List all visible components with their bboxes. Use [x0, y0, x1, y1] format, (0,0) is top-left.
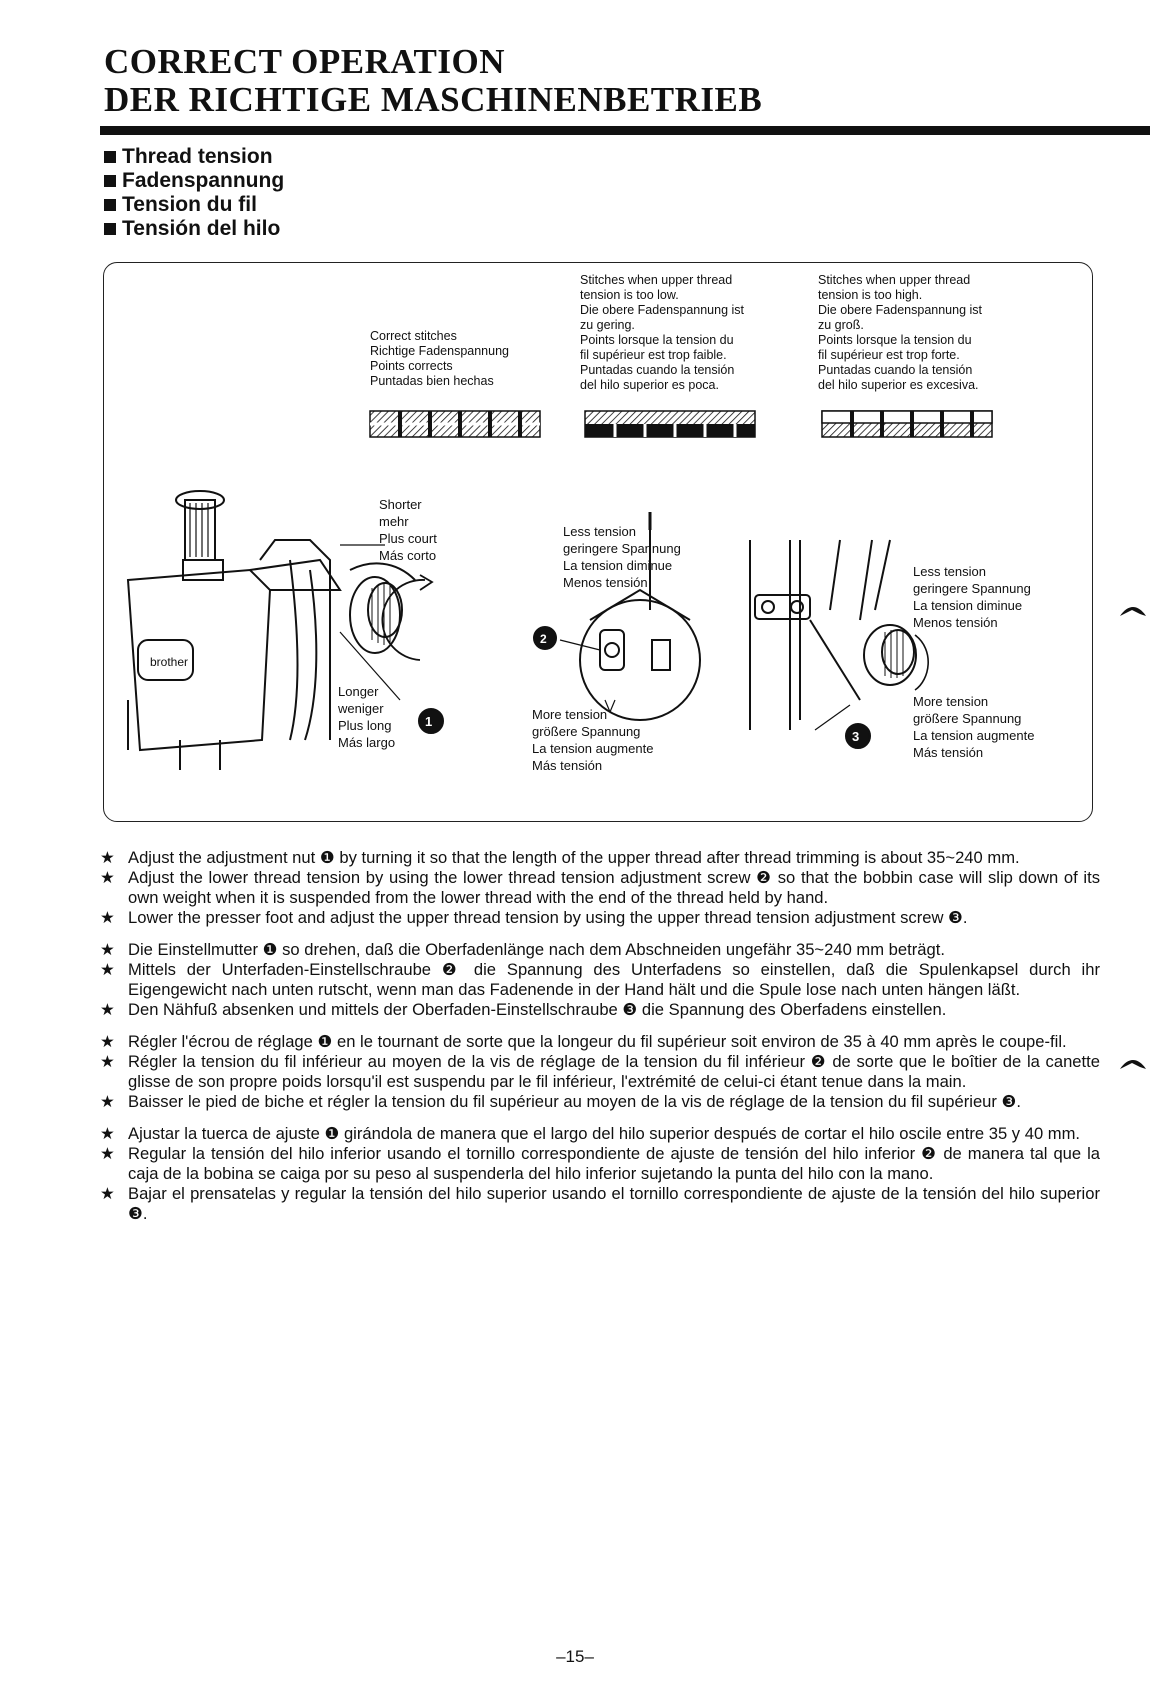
heading-fr: Tension du fil: [104, 193, 284, 217]
list-item: ★ Ajustar la tuerca de ajuste ❶ girándola de manera que el largo del hilo superior después de cortar el hilo oscile entre 35 y 40 mm.: [100, 1124, 1081, 1143]
bobbin-less-tension-label: Less tension geringere Spannung La tension diminue Menos tensión: [563, 524, 681, 590]
list-item: ★ Mittels der Unterfaden-Einstellschraube ❷ die Spannung des Unterfadens so einstellen, daß die Spulenkapsel durch ihr Eigengewicht nach unten rutscht, wenn man das Fadenende in der Hand hält und die Spule lose nach unten hängen läßt.: [100, 960, 1100, 999]
instructions-es: [100, 1124, 1100, 1224]
list-item: ★ Baisser le pied de biche et régler la tension du fil supérieur au moyen de la vis de réglage de la tension du fil supérieur ❸.: [100, 1092, 1022, 1111]
list-item: ★ Den Nähfuß absenken und mittels der Oberfaden-Einstellschraube ❸ die Spannung des Oberfadens einstellen.: [100, 1000, 947, 1019]
shorter-label: Shorter mehr Plus court Más corto: [379, 497, 437, 563]
low-tension-stitch-sample: [585, 411, 755, 437]
correct-stitches-caption: Correct stitches Richtige Fadenspannung Points corrects Puntadas bien hechas: [370, 329, 509, 388]
correct-stitch-sample: [370, 411, 540, 437]
list-item: ★ Die Einstellmutter ❶ so drehen, daß die Oberfadenlänge nach dem Abschneiden ungefähr 35~240 mm beträgt.: [100, 940, 945, 959]
heading-en: Thread tension: [104, 145, 284, 169]
instructions-de: [100, 940, 1100, 1020]
callout-2-icon: 2: [540, 632, 547, 646]
longer-label: Longer weniger Plus long Más largo: [338, 684, 396, 750]
callout-1-icon: 1: [425, 714, 433, 729]
list-item: ★ Regular la tensión del hilo inferior usando el tornillo correspondiente de ajuste de tensión del hilo inferior ❷ de manera tal que la caja de la bobina se caiga por su peso al suspenderla del hilo inferior sujetando la punta del hilo con la mano.: [100, 1144, 1100, 1183]
list-item: ★ Régler l'écrou de réglage ❶ en le tournant de sorte que la longeur du fil supérieur soit environ de 35 à 40 mm après le coupe-fil.: [100, 1032, 1067, 1051]
binder-mark-icon: [1118, 1055, 1148, 1073]
heading-es: Tensión del hilo: [104, 217, 284, 241]
instructions-fr: [100, 1032, 1100, 1112]
list-item: ★ Lower the presser foot and adjust the upper thread tension by using the upper thread tension adjustment screw ❸.: [100, 908, 968, 927]
upper-more-tension-label: More tension größere Spannung La tension augmente Más tensión: [913, 694, 1035, 760]
upper-tension-drawing: [750, 540, 928, 748]
list-item: ★ Adjust the adjustment nut ❶ by turning it so that the length of the upper thread after thread trimming is about 35~240 mm.: [100, 848, 1020, 867]
instructions: [100, 848, 1100, 1224]
callout-3-icon: 3: [852, 729, 860, 744]
binder-mark-icon: [1118, 602, 1148, 620]
page-title-en: CORRECT OPERATION: [104, 42, 506, 81]
page-title-de: DER RICHTIGE MASCHINENBETRIEB: [104, 80, 763, 119]
heading-de: Fadenspannung: [104, 169, 284, 193]
instructions-en: [100, 848, 1100, 928]
list-item: ★ Régler la tension du fil inférieur au moyen de la vis de réglage de la tension du fil inférieur ❷ de sorte que le boîtier de la canette glisse de son propre poids lorsqu'il est suspendu par le fil inférieur, l'extrémité de celui-ci étant tenue dans la main.: [100, 1052, 1100, 1091]
list-item: ★ Adjust the lower thread tension by using the lower thread tension adjustment screw ❷ so that the bobbin case will slip down of its own weight when it is suspended from the lower thread with the end of the thread held by hand.: [100, 868, 1100, 907]
low-tension-caption: Stitches when upper thread tension is too low. Die obere Fadenspannung ist zu gering. Points lorsque la tension du fil supérieur est trop faible. Puntadas cuando la tensión del hilo superior es poca.: [580, 273, 745, 392]
list-item: ★ Bajar el prensatelas y regular la tensión del hilo superior usando el tornillo correspondiente de ajuste de la tensión del hilo superior ❸.: [100, 1184, 1100, 1223]
bobbin-more-tension-label: More tension größere Spannung La tension augmente Más tensión: [532, 707, 654, 773]
high-tension-stitch-sample: [822, 411, 992, 437]
svg-text:brother: brother: [150, 655, 189, 669]
high-tension-caption: Stitches when upper thread tension is too high. Die obere Fadenspannung ist zu groß. Points lorsque la tension du fil supérieur est trop forte. Puntadas cuando la tensión del hilo superior es excesiva.: [818, 273, 983, 392]
upper-less-tension-label: Less tension geringere Spannung La tension diminue Menos tensión: [913, 564, 1031, 630]
page-number: –15–: [556, 1647, 594, 1666]
